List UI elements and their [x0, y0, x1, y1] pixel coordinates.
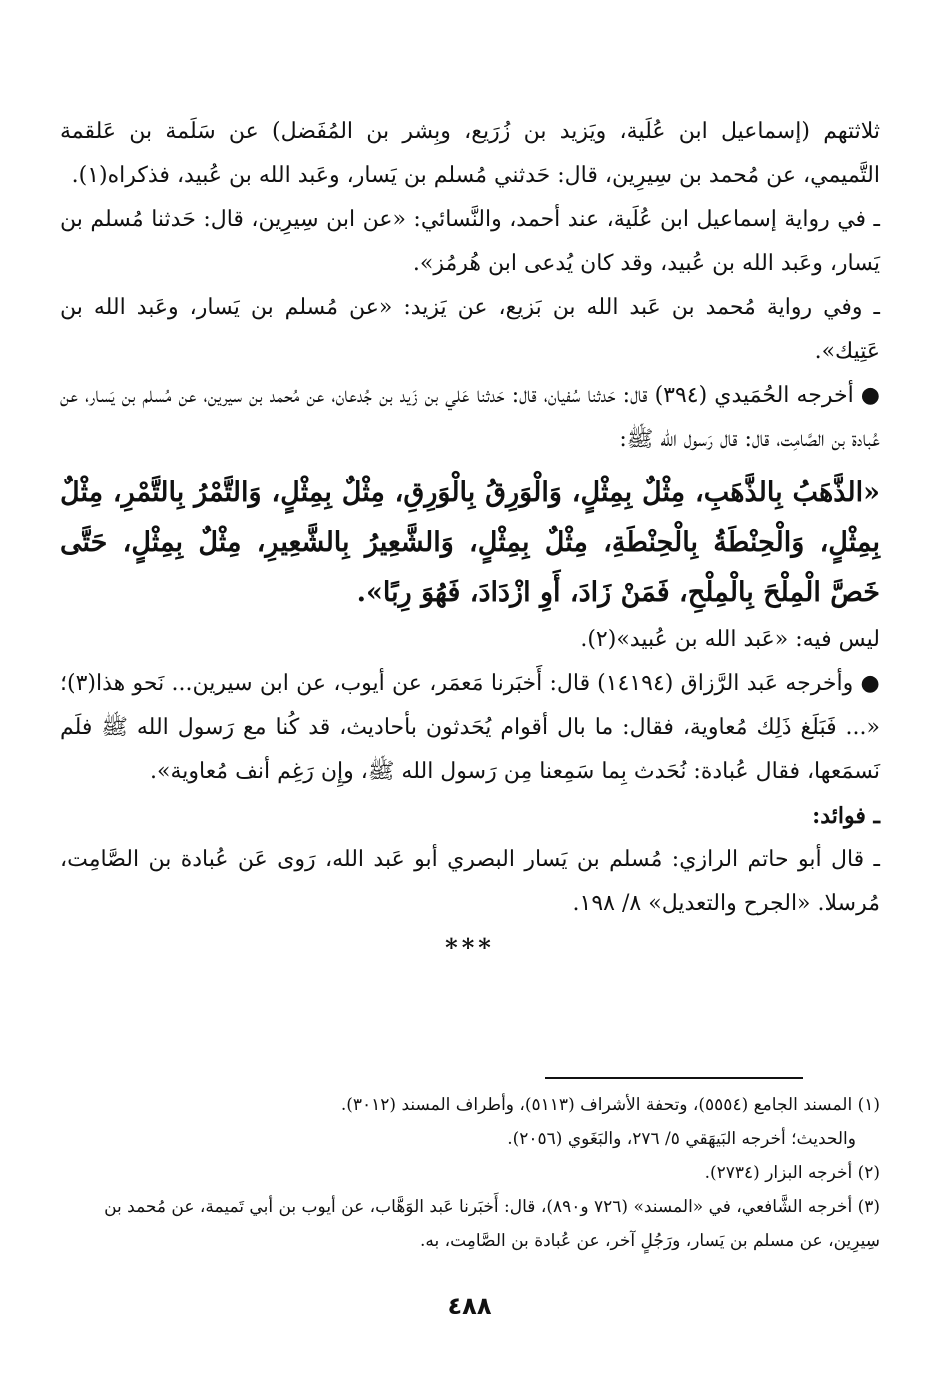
footnotes [78, 1088, 880, 1258]
page-number: ٤٨٨ [447, 1292, 492, 1320]
footnote-2: (٢) أخرجه البزار (٢٧٣٤). [704, 1163, 880, 1183]
footnote-divider [545, 1077, 803, 1079]
paragraph-not-included: ليس فيه: «عَبد الله بن عُبيد»(٢). [580, 627, 880, 652]
footnote-1-continuation: والحديث؛ أخرجه البَيهَقي ٥/ ٢٧٦، والبَغَوي (٢٠٥٦). [507, 1129, 856, 1149]
paragraph-chain: ثلاثتهم (إسماعيل ابن عُلَية، ويَزيد بن زُرَيع، وبِشر بن المُفَضل) عن سَلَمة بن عَلقمة التَّميمي، عن مُحمد بن سِيرِين، قال: حَدثني مُسلم بن يَسار، وعَبد الله بن عُبيد، فذكراه(١). [60, 119, 880, 188]
paragraph-ibn-ulayya: ـ في رواية إسماعيل ابن عُلَية، عند أحمد، والنَّسائي: «عن ابن سِيرِين، قال: حَدثنا مُسلم بن يَسار، وعَبد الله بن عُبيد، وقد كان يُدعى ابن هُرمُز». [60, 207, 880, 276]
paragraph-abu-hatim: ـ قال أبو حاتم الرازي: مُسلم بن يَسار البصري أبو عَبد الله، رَوى عَن عُبادة بن الصَّامِت، مُرسلا. «الجرح والتعديل» ٨/ ١٩٨. [60, 847, 880, 916]
fawaid-heading: ـ فوائد: [812, 803, 880, 829]
footnote-1: (١) المسند الجامع (٥٥٥٤)، وتحفة الأشراف (٥١١٣)، وأطراف المسند (٣٠١٢). [340, 1095, 880, 1115]
footnote-3: (٣) أخرجه الشَّافعي، في «المسند» (٧٢٦ و٨٩٠)، قال: أَخبَرنا عَبد الوَهَّاب، عن أيوب بن أبي تَميمة، عن مُحمد بن سِيرِين، عن مسلم بن يَسار، ورَجُلٍ آخر، عن عُبادة بن الصَّامِت، به. [104, 1197, 880, 1251]
paragraph-humaydi: ● أخرجه الحُمَيدي (٣٩٤) قال: حَدثنا سُفيان، قال: حَدثنا عَلي بن زَيد بن جُدعان، عن مُحمد بن سيرين، عن مُسلم بن يَسار، عن عُبادة بن الصَّامِت، قال: قال رَسول الله ﷺ: [60, 383, 880, 452]
hadith-text: «الذَّهَبُ بِالذَّهَبِ، مِثْلٌ بِمِثْلٍ، وَالْوَرِقُ بِالْوَرِقِ، مِثْلٌ بِمِثْلٍ، وَالتَّمْرُ بِالتَّمْرِ، مِثْلٌ بِمِثْلٍ، وَالْحِنْطَةُ بِالْحِنْطَةِ، مِثْلٌ بِمِثْلٍ، وَالشَّعِيرُ بِالشَّعِيرِ، مِثْلٌ بِمِثْلٍ، حَتَّى خَصَّ الْمِلْحَ بِالْمِلْحِ، فَمَنْ زَادَ، أَوِ ازْدَادَ، فَهُوَ رِبًا». [60, 477, 880, 608]
paragraph-abd-al-razzaq: ● وأخرجه عَبد الرَّزاق (١٤١٩٤) قال: أَخبَرنا مَعمَر، عن أيوب، عن ابن سيرين... نَحو هذا(٣)؛ «... فَبَلَغ ذَلِك مُعاوية، فقال: ما بال أقوام يُحَدثون بأحاديث، قد كُنا مع رَسول الله ﷺ فلَم نَسمَعها، فقال عُبادة: نُحَدث بِما سَمِعنا مِن رَسول الله ﷺ، وإِن رَغِم أنف مُعاوية». [60, 671, 880, 784]
main-text [60, 110, 880, 968]
paragraph-ibn-bazi: ـ وفي رواية مُحمد بن عَبد الله بن بَزيع، عن يَزيد: «عن مُسلم بن يَسار، وعَبد الله بن عَتِيك». [60, 295, 880, 364]
section-separator: *** [445, 933, 495, 962]
